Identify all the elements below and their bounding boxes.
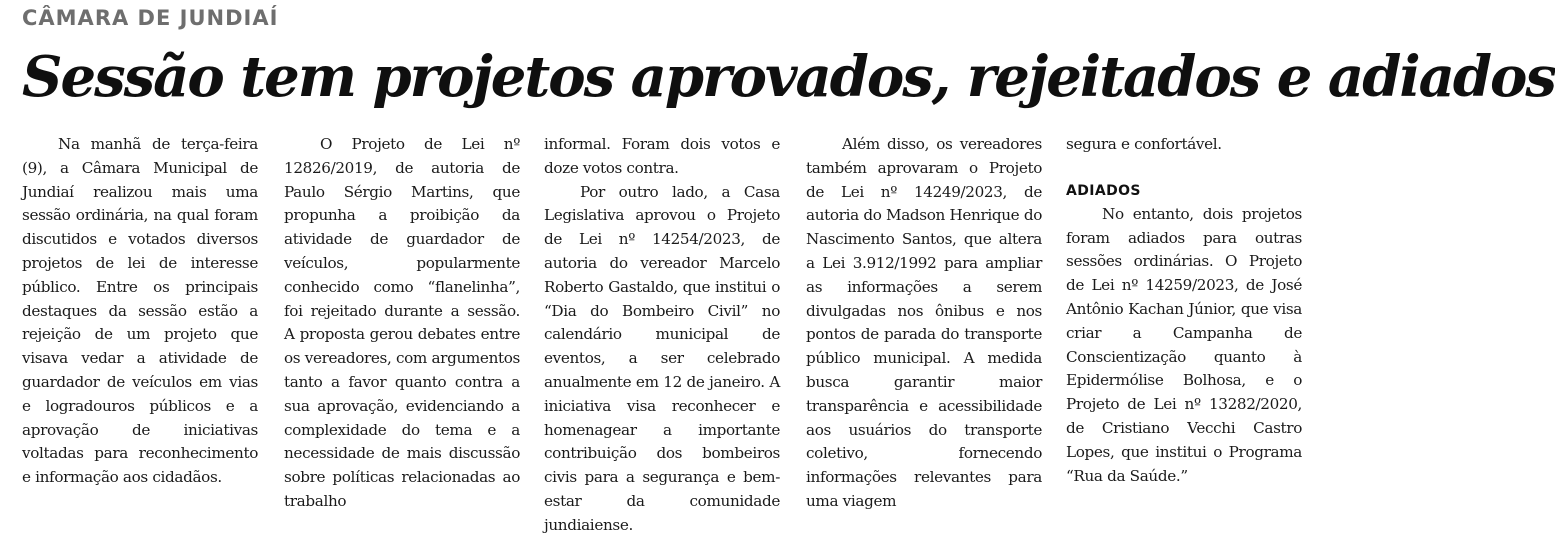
paragraph: segura e confortável. bbox=[1066, 135, 1222, 153]
paragraph: informal. Foram dois votos e doze votos contra. bbox=[544, 135, 780, 177]
paragraph: Na manhã de terça-feira (9), a Câmara Municipal de Jundiaí realizou mais uma sessão ordinária, na qual foram discutidos e votados diversos projetos de lei de interesse público. Entre os principais destaques da sessão estão a rejeição de um projeto que visava vedar a atividade de guardador de veículos em vias e logradouros públicos e a aprovação de iniciativas voltadas para reconhecimento e informação aos cidadãos. bbox=[22, 135, 258, 487]
paragraph: Além disso, os vereadores também aprovaram o Projeto de Lei nº 14249/2023, de autoria do Madson Henrique do Nascimento Santos, que altera a Lei 3.912/1992 para ampliar as informações a serem divulgadas nos ônibus e nos pontos de parada do transporte público municipal. A medida busca garantir maior transparência e acessibilidade aos usuários do transporte coletivo, fornecendo informações relevantes para uma viagem bbox=[806, 135, 1042, 510]
section-kicker: CÂMARA DE JUNDIAÍ bbox=[22, 6, 279, 30]
paragraph: Por outro lado, a Casa Legislativa aprovou o Projeto de Lei nº 14254/2023, de autoria do vereador Marcelo Roberto Gastaldo, que institui o “Dia do Bombeiro Civil” no calendário municipal de eventos, a ser celebrado anualmente em 12 de janeiro. A iniciativa visa reconhecer e homenagear a importante contribuição dos bombeiros civis para a segurança e bem-estar da comunidade jundiaiense. bbox=[544, 182, 780, 534]
paragraph: O Projeto de Lei nº 12826/2019, de autoria de Paulo Sérgio Martins, que propunha a proibição da atividade de guardador de veículos, popularmente conhecido como “flanelinha”, foi rejeitado durante a sessão. A proposta gerou debates entre os vereadores, com argumentos tanto a favor quanto contra a sua aprovação, evidenciando a complexidade do tema e a necessidade de mais discussão sobre políticas relacionadas ao trabalho bbox=[284, 135, 520, 510]
article-column-5 bbox=[1066, 133, 1302, 488]
article-column-4 bbox=[806, 133, 1042, 514]
article-column-3 bbox=[544, 133, 780, 538]
article-column-1 bbox=[22, 133, 258, 490]
article-column-2 bbox=[284, 133, 520, 514]
section-subhead: ADIADOS bbox=[1066, 182, 1141, 199]
article-headline: Sessão tem projetos aprovados, rejeitados e adiados bbox=[22, 44, 1555, 110]
paragraph: No entanto, dois projetos foram adiados para outras sessões ordinárias. O Projeto de Lei nº 14259/2023, de José Antônio Kachan Júnior, que visa criar a Campanha de Conscientização quanto à Epidermólise Bolhosa, e o Projeto de Lei nº 13282/2020, de Cristiano Vecchi Castro Lopes, que institui o Programa “Rua da Saúde.” bbox=[1066, 204, 1302, 485]
